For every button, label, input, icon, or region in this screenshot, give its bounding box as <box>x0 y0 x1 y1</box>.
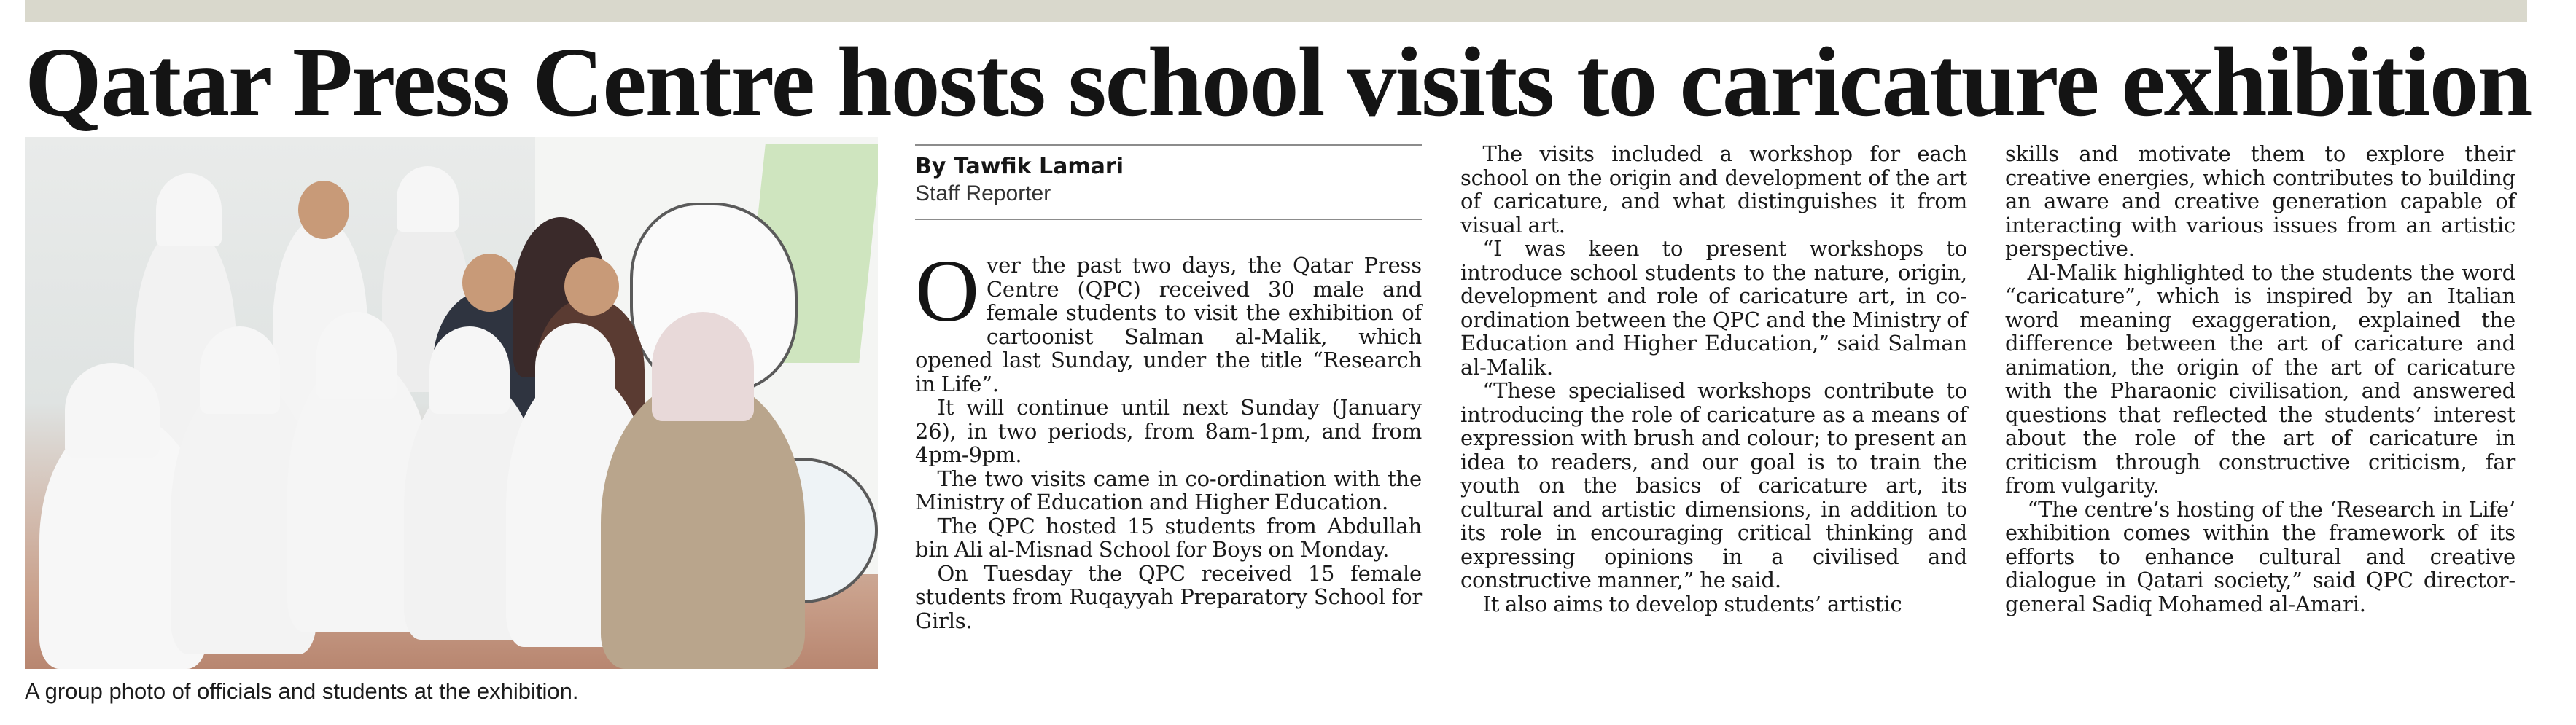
photo-person-head <box>298 181 349 239</box>
article-paragraph: It also aims to develop students’ artistic <box>1482 591 1902 616</box>
byline-top-rule <box>915 144 1422 146</box>
photo-person-headwear <box>429 326 510 414</box>
photo-caption: A group photo of officials and students at the exhibition. <box>25 678 579 704</box>
photo-person-headwear <box>397 166 459 232</box>
article-paragraph: “These specialised workshops contribute to introducing the role of caricature as a means of expression with brush and colour; to present an idea to readers, and our goal is to train the youth on the basics of caricature art, its cultural and artistic dimensions, in addition to its role in encouraging critical thinking and expressing opinions in a civilised and constructive manner,” he said. <box>1460 378 1967 592</box>
article-paragraph: It will continue until next Sunday (January 26), in two periods, from 8am-1pm, and from 4pm-9pm. <box>915 395 1422 467</box>
photo-person-head <box>564 257 619 316</box>
photo-person-head <box>462 254 517 312</box>
article-column-3 <box>2005 142 2515 616</box>
article-paragraph: “I was keen to present workshops to introduce school students to the nature, origin, development and role of caricature art, in co-ordination between the QPC and the Ministry of Education and Higher Education,” said Salman al-Malik. <box>1460 236 1967 380</box>
article-paragraph-text: ver the past two days, the Qatar Press Centre (QPC) received 30 male and female students to visit the exhibition of cartoonist Salman al-Malik, which opened last Sunday, under the title “Research in Life”. <box>915 253 1422 396</box>
photo-person-headwear <box>200 326 280 414</box>
group-photo <box>25 137 878 669</box>
article-column-1 <box>915 242 1422 633</box>
photo-person-headwear <box>535 323 615 410</box>
photo-person-thobe <box>601 377 805 669</box>
top-color-band <box>25 0 2527 22</box>
article-paragraph <box>915 242 1422 396</box>
article-paragraph: skills and motivate them to explore their creative energies, which contributes to building an aware and creative generation capable of interacting with various issues from an artistic perspective. <box>2005 141 2515 261</box>
article-paragraph: “The centre’s hosting of the ‘Research in Life’ exhibition comes within the framework of its efforts to enhance cultural and creative dialogue in Qatari society,” said QPC director-general Sadiq Mohamed al-Amari. <box>2005 496 2515 616</box>
photo-person-headwear <box>652 312 754 421</box>
byline-name: By Tawfik Lamari <box>915 154 1124 179</box>
article-paragraph: The QPC hosted 15 students from Abdullah bin Ali al-Misnad School for Boys on Monday. <box>915 513 1422 562</box>
article-paragraph: On Tuesday the QPC received 15 female students from Ruqayyah Preparatory School for Girls. <box>915 560 1422 633</box>
article-column-2 <box>1460 142 1967 616</box>
article-paragraph: Al-Malik highlighted to the students the word “caricature”, which is inspired by an Italian word meaning exaggeration, explained the difference between the art of caricature and animation, the origin of the art of caricature with the Pharaonic civilisation, and answered questions that reflected the students’ interest about the role of the art of caricature in criticism through constructive criticism, far from vulgarity. <box>2005 259 2515 498</box>
byline-bottom-rule <box>915 219 1422 220</box>
photo-person-headwear <box>65 363 160 458</box>
photo-person-headwear <box>156 173 222 246</box>
byline-role: Staff Reporter <box>915 181 1051 205</box>
article-paragraph: The two visits came in co-ordination with the Ministry of Education and Higher Education. <box>915 466 1422 514</box>
headline: Qatar Press Centre hosts school visits to caricature exhibition <box>25 28 2532 137</box>
article-paragraph: The visits included a workshop for each school on the origin and development of the art of caricature, and what distinguishes it from visual art. <box>1460 141 1967 238</box>
photo-person-headwear <box>316 312 397 399</box>
dropcap: O <box>915 242 979 340</box>
